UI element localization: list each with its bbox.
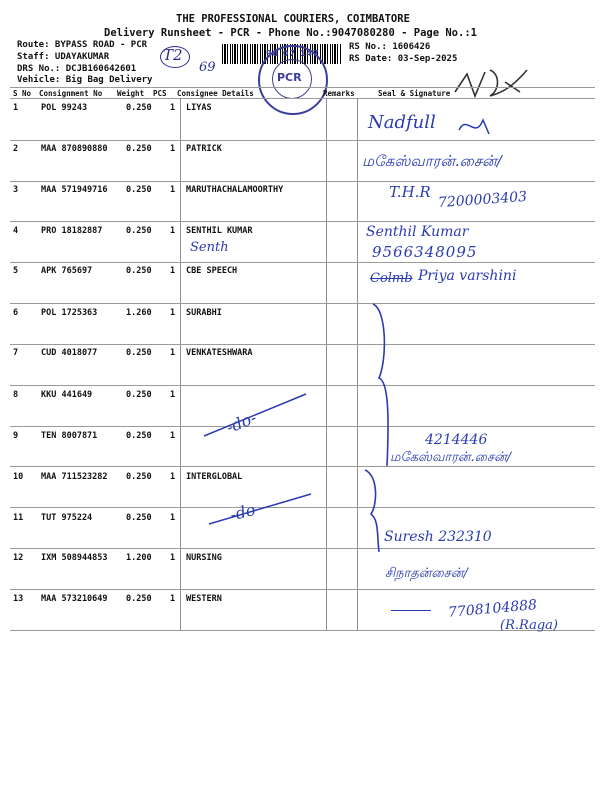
ditto-line xyxy=(200,390,310,440)
col-header-consignment: Consignment No xyxy=(39,89,103,98)
row-consignee: MARUTHACHALAMOORTHY xyxy=(186,185,284,195)
handwritten-struck-text: Colmb xyxy=(370,271,413,286)
row-weight: 0.250 xyxy=(126,472,152,482)
rs-no-label: RS No.: 1606426 xyxy=(349,42,431,52)
row-consignment: MAA 711523282 xyxy=(41,472,108,482)
row-separator xyxy=(10,262,595,263)
row-consignment: IXM 508944853 xyxy=(41,553,108,563)
row-pcs: 1 xyxy=(170,348,176,358)
col-header-consignee: Consignee Details xyxy=(177,89,254,98)
row-weight: 0.250 xyxy=(126,185,152,195)
row-consignment: CUD 4018077 xyxy=(41,348,98,358)
row-separator xyxy=(10,548,595,549)
row-consignee: SURABHI xyxy=(186,308,222,318)
col-header-sno: S No xyxy=(13,89,32,98)
row-sno: 13 xyxy=(13,594,24,604)
row-consignee: SENTHIL KUMAR xyxy=(186,226,253,236)
col-header-remarks: Remarks xyxy=(323,89,355,98)
table-header-border xyxy=(10,98,595,99)
row-sno: 11 xyxy=(13,513,24,523)
row-separator xyxy=(10,181,595,182)
row-weight: 0.250 xyxy=(126,226,152,236)
stamp-ring-text: 98 07 147 xyxy=(266,49,320,58)
row-consignee: WESTERN xyxy=(186,594,222,604)
handwritten-signature: Priya varshini xyxy=(418,268,517,284)
table-top-border xyxy=(10,87,595,88)
row-consignment: TUT 975224 xyxy=(41,513,93,523)
company-title: THE PROFESSIONAL COURIERS, COIMBATORE xyxy=(176,13,410,25)
vehicle-label: Vehicle: Big Bag Delivery xyxy=(17,75,153,85)
row-sno: 9 xyxy=(13,431,19,441)
row-weight: 0.250 xyxy=(126,513,152,523)
row-consignment: KKU 441649 xyxy=(41,390,93,400)
handwritten-t-mark: T2 xyxy=(163,46,183,64)
handwritten-signature: Senthil Kumar xyxy=(366,224,469,240)
row-consignment: TEN 8007871 xyxy=(41,431,98,441)
col-divider xyxy=(326,98,327,630)
row-weight: 1.260 xyxy=(126,308,152,318)
handwritten-signature: சிநாதன்சைன்/ xyxy=(385,566,468,581)
row-separator xyxy=(10,303,595,304)
handwritten-signature: மகேஸ்வாரன்.சைன்/ xyxy=(362,152,502,170)
stamp-center-text: PCR xyxy=(277,71,302,84)
row-pcs: 1 xyxy=(170,226,176,236)
row-consignee: PATRICK xyxy=(186,144,222,154)
drs-label: DRS No.: DCJB160642601 xyxy=(17,64,137,74)
col-header-weight: Weight xyxy=(117,89,145,98)
row-consignment: MAA 573210649 xyxy=(41,594,108,604)
t-mark-circle xyxy=(160,46,190,68)
handwritten-number-mark: 69 xyxy=(199,60,216,75)
handwritten-phone: 9566348095 xyxy=(372,243,478,261)
row-consignment: POL 1725363 xyxy=(41,308,98,318)
row-consignment: MAA 870890880 xyxy=(41,144,108,154)
row-sno: 10 xyxy=(13,472,24,482)
row-separator xyxy=(10,466,595,467)
row-pcs: 1 xyxy=(170,431,176,441)
header-signature-scribble xyxy=(445,62,535,102)
row-sno: 6 xyxy=(13,308,19,318)
handwritten-signature: Suresh 232310 xyxy=(384,529,492,545)
handwritten-signature: மகேஸ்வாரன்.சைன்/ xyxy=(390,450,512,465)
row-consignee: NURSING xyxy=(186,553,222,563)
row-consignee: VENKATESHWARA xyxy=(186,348,253,358)
row-pcs: 1 xyxy=(170,594,176,604)
row-consignee: LIYAS xyxy=(186,103,212,113)
row-separator xyxy=(10,589,595,590)
row-consignee-note: Senth xyxy=(190,240,229,255)
row-pcs: 1 xyxy=(170,513,176,523)
col-header-signature: Seal & Signature xyxy=(378,89,451,98)
row-separator xyxy=(10,221,595,222)
row-weight: 0.250 xyxy=(126,390,152,400)
row-separator xyxy=(10,140,595,141)
row-pcs: 1 xyxy=(170,144,176,154)
row-consignee: INTERGLOBAL xyxy=(186,472,243,482)
row-sno: 1 xyxy=(13,103,19,113)
handwritten-signature: Nadfull xyxy=(368,112,436,133)
row-weight: 0.250 xyxy=(126,594,152,604)
row-weight: 1.200 xyxy=(126,553,152,563)
row-separator xyxy=(10,385,595,386)
row-separator xyxy=(10,344,595,345)
ditto-bracket xyxy=(367,300,397,470)
row-weight: 0.250 xyxy=(126,103,152,113)
row-sno: 7 xyxy=(13,348,19,358)
handwritten-phone: 7708104888 xyxy=(447,597,538,621)
row-weight: 0.250 xyxy=(126,266,152,276)
row-weight: 0.250 xyxy=(126,348,152,358)
route-label: Route: BYPASS ROAD - PCR xyxy=(17,40,148,50)
row-pcs: 1 xyxy=(170,553,176,563)
row-pcs: 1 xyxy=(170,103,176,113)
ditto-line xyxy=(205,490,315,530)
col-divider xyxy=(180,98,181,630)
row-pcs: 1 xyxy=(170,308,176,318)
handwritten-ditto: -do- xyxy=(228,498,263,525)
row-consignee: CBE SPEECH xyxy=(186,266,238,276)
staff-label: Staff: UDAYAKUMAR xyxy=(17,52,110,62)
row-weight: 0.250 xyxy=(126,431,152,441)
row-pcs: 1 xyxy=(170,472,176,482)
row-sno: 3 xyxy=(13,185,19,195)
handwritten-signature: T.H.R xyxy=(389,183,431,201)
row-sno: 8 xyxy=(13,390,19,400)
runsheet-subtitle: Delivery Runsheet - PCR - Phone No.:9047080280 - Page No.:1 xyxy=(104,27,477,39)
row-pcs: 1 xyxy=(170,185,176,195)
row-pcs: 1 xyxy=(170,266,176,276)
handwritten-number: 4214446 xyxy=(425,432,488,448)
row-consignment: APK 765697 xyxy=(41,266,93,276)
col-header-pcs: PCS xyxy=(153,89,167,98)
row-consignment: POL 99243 xyxy=(41,103,88,113)
row-sno: 4 xyxy=(13,226,19,236)
rs-date-label: RS Date: 03-Sep-2025 xyxy=(349,54,458,64)
row-sno: 5 xyxy=(13,266,19,276)
row-sno: 12 xyxy=(13,553,24,563)
row-consignment: MAA 571949716 xyxy=(41,185,108,195)
handwritten-phone: 7200003403 xyxy=(437,188,528,212)
row-pcs: 1 xyxy=(170,390,176,400)
handwritten-ditto: -do- xyxy=(223,407,260,438)
row-sno: 2 xyxy=(13,144,19,154)
pcr-stamp xyxy=(258,45,328,115)
row-weight: 0.250 xyxy=(126,144,152,154)
struck-mark xyxy=(391,610,431,611)
handwritten-name: (R.Raga) xyxy=(500,618,558,633)
signature-flourish xyxy=(455,110,495,140)
row-consignment: PRO 18182887 xyxy=(41,226,103,236)
col-divider xyxy=(357,98,358,630)
